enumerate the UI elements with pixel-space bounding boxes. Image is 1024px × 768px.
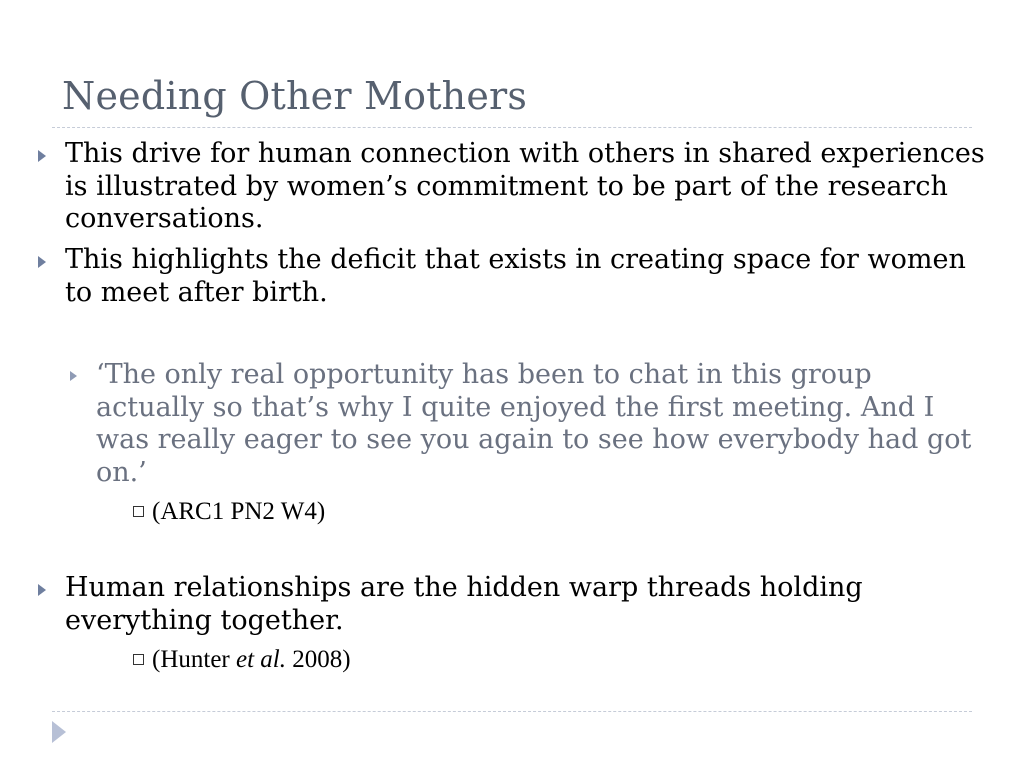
citation-year: 2008) [286, 646, 351, 673]
triangle-right-icon [38, 256, 46, 268]
hollow-square-icon [133, 654, 144, 665]
bullet-connection: This drive for human connection with others in shared experiences is illustrated by women’s commitment to be part of the research conversations. [65, 138, 985, 234]
citation-arc1 [133, 497, 325, 527]
triangle-right-icon [38, 584, 46, 596]
citation-et-al: et al. [236, 646, 286, 673]
hollow-square-icon [133, 506, 144, 517]
title-divider [52, 127, 972, 128]
slide-title: Needing Other Mothers [62, 74, 528, 118]
citation-hunter [133, 645, 351, 675]
quote-sub-bullet: ‘The only real opportunity has been to chat in this group actually so that’s why I quite enjoyed the first meeting. And I was really eager to see you again to see how everybody had got on.’ [96, 359, 972, 488]
play-triangle-icon[interactable] [52, 721, 66, 743]
citation-text: (ARC1 PN2 W4) [152, 498, 326, 525]
small-triangle-right-icon [70, 371, 77, 381]
bullet-relationships: Human relationships are the hidden warp threads holding everything together. [65, 572, 863, 636]
bullet-deficit: This highlights the deficit that exists in creating space for women to meet after birth. [65, 244, 966, 308]
triangle-right-icon [38, 150, 46, 162]
footer-divider [52, 711, 972, 712]
citation-author: (Hunter [152, 646, 236, 673]
